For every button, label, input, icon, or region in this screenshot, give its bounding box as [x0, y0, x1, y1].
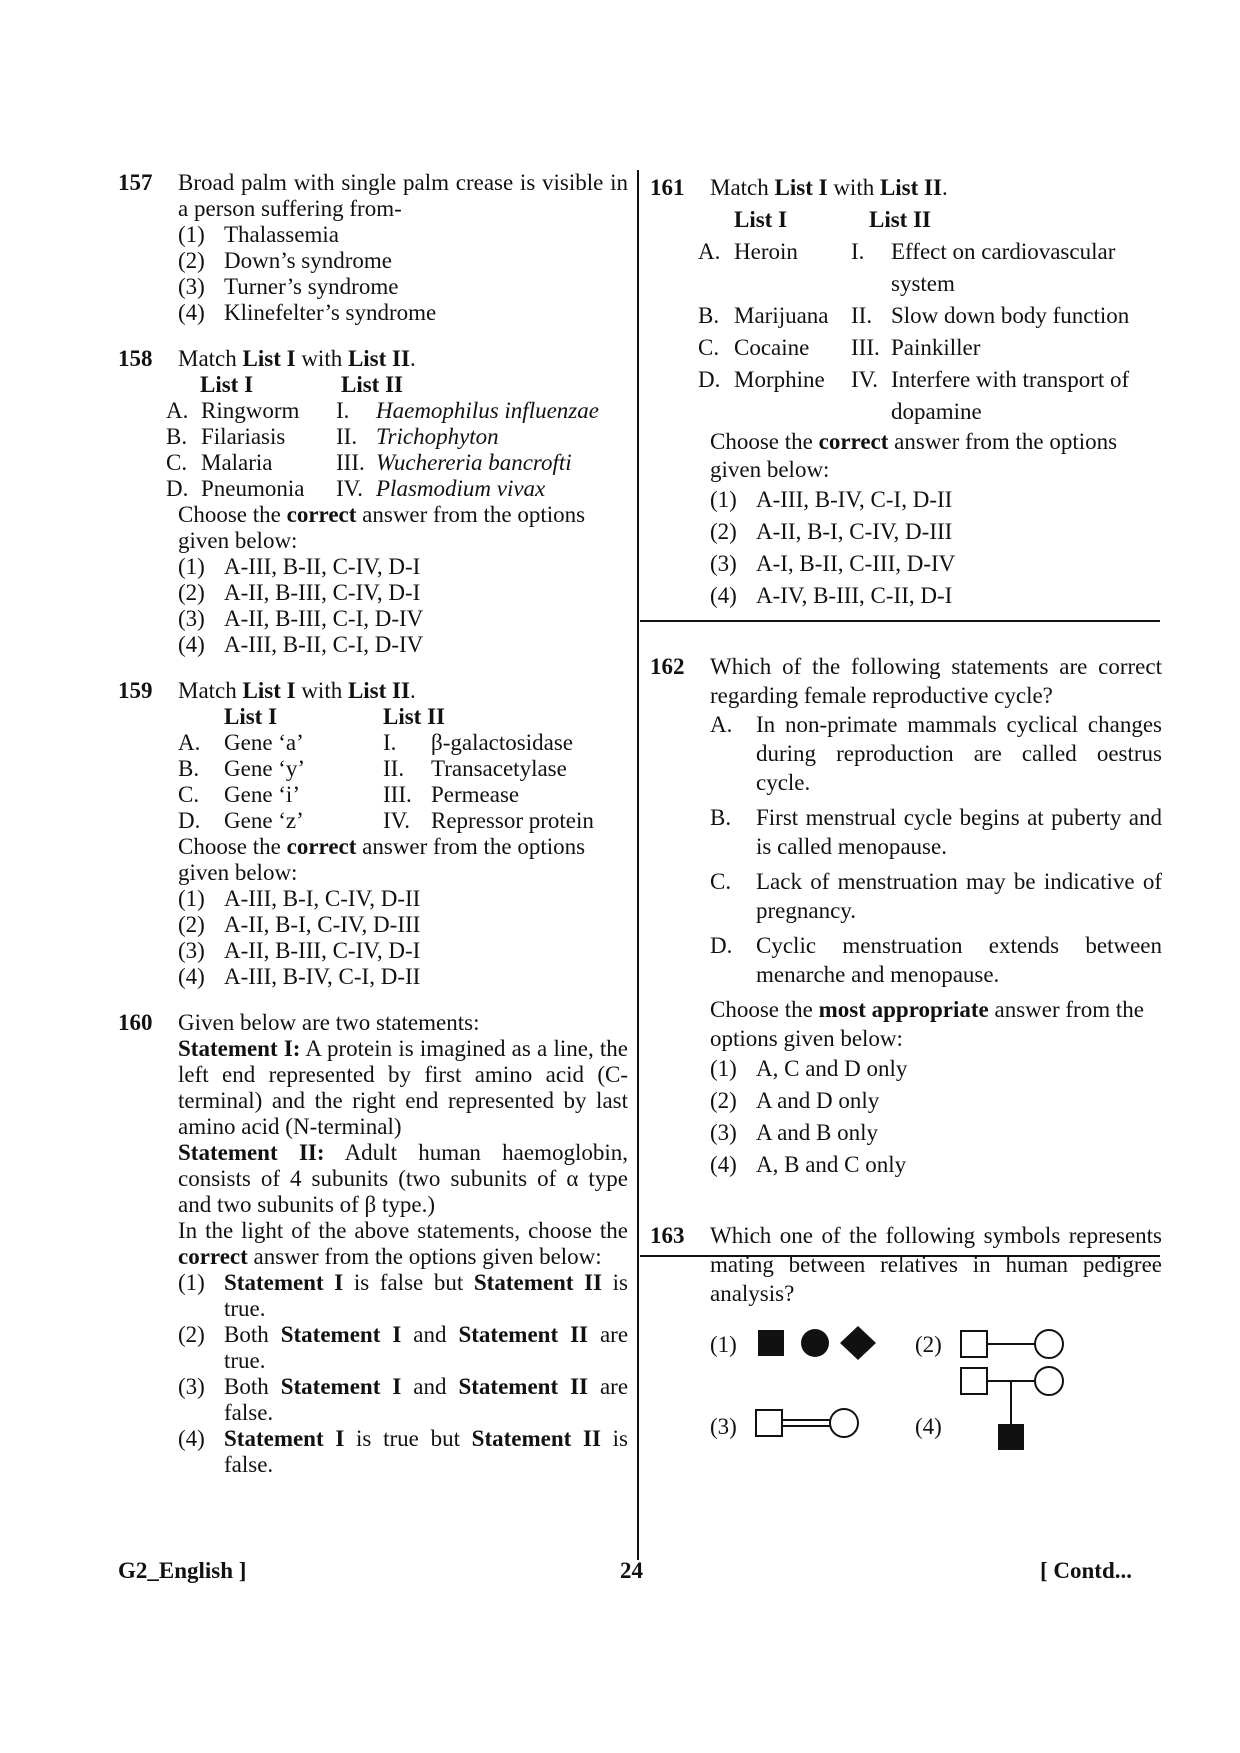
row-match: Haemophilus influenzae	[376, 398, 599, 423]
option-number: (2)	[178, 1322, 205, 1347]
row-letter: C.	[166, 450, 188, 475]
row-match: Slow down body function	[891, 303, 1130, 328]
option-number: (2)	[915, 1332, 942, 1357]
instruction	[710, 428, 1162, 484]
statement-text: In non-primate mammals cyclical changes during reproduction are called oestrus cycle.	[756, 712, 1162, 795]
column-divider	[637, 170, 639, 1560]
list-header	[168, 372, 628, 398]
row-match: β-galactosidase	[431, 730, 573, 755]
option	[178, 886, 628, 912]
option-number: (1)	[710, 487, 737, 512]
instruction	[178, 834, 628, 886]
row-item: Ringworm	[201, 398, 300, 423]
match-row	[698, 300, 1162, 332]
row-item: Gene ‘a’	[224, 730, 304, 755]
option-text: A-II, B-III, C-IV, D-I	[224, 580, 421, 605]
option-text: A-II, B-III, C-IV, D-I	[224, 938, 421, 963]
list2-label: List II	[347, 346, 410, 371]
question-text: Which one of the following symbols represents mating between relatives in human pedigree analysis?	[710, 1223, 1162, 1306]
option-text: A-III, B-I, C-IV, D-II	[224, 886, 421, 911]
question-text	[710, 172, 1162, 204]
list2-header: List II	[383, 704, 445, 729]
question-number: 158	[118, 346, 153, 371]
option-text: A and B only	[756, 1120, 879, 1145]
option	[710, 1085, 1162, 1117]
option-text: A-II, B-I, C-IV, D-III	[756, 519, 953, 544]
list1-label: List I	[242, 678, 296, 703]
instruction-text: In the light of the above statements, choose the	[178, 1218, 628, 1243]
match-word: Match	[178, 346, 237, 371]
instruction-emphasis: correct	[286, 834, 357, 859]
option	[710, 516, 1162, 548]
option-number: (3)	[710, 551, 737, 576]
option-text: A-III, B-II, C-I, D-IV	[224, 632, 424, 657]
question-number: 163	[650, 1223, 685, 1248]
option-statement-ref: Statement I	[224, 1426, 345, 1451]
match-table	[698, 236, 1162, 428]
parents-offspring-icon	[955, 1364, 1065, 1464]
option	[178, 912, 628, 938]
option-text: A-III, B-IV, C-I, D-II	[756, 487, 953, 512]
list-header	[698, 204, 1162, 236]
option-statement-ref: Statement II	[473, 1270, 603, 1295]
match-row	[166, 398, 628, 424]
row-numeral: II.	[851, 303, 873, 328]
option-number: (2)	[178, 580, 205, 605]
option-number: (1)	[178, 886, 205, 911]
row-numeral: IV.	[383, 808, 411, 833]
option-number: (2)	[710, 1088, 737, 1113]
row-match: Transacetylase	[431, 756, 567, 781]
option-text: is false but	[353, 1270, 464, 1295]
match-word: Match	[178, 678, 237, 703]
statement-letter: B.	[710, 805, 732, 830]
row-item: Marijuana	[734, 303, 829, 328]
statement-label: Statement II:	[178, 1140, 325, 1165]
row-item: Gene ‘y’	[224, 756, 306, 781]
right-column	[650, 172, 1162, 1462]
list2-header: List II	[869, 207, 931, 232]
match-row	[178, 756, 628, 782]
question-text: Which of the following statements are correct regarding female reproductive cycle?	[710, 654, 1162, 708]
instruction-emphasis: correct	[286, 502, 357, 527]
option	[178, 1322, 628, 1374]
instruction	[178, 502, 628, 554]
instruction-text: Choose the	[710, 997, 813, 1022]
option-number: (3)	[178, 1374, 205, 1399]
list1-header: List I	[224, 704, 278, 729]
question-160	[118, 1010, 628, 1478]
option-number: (3)	[710, 1120, 737, 1145]
row-match: Repressor protein	[431, 808, 594, 833]
list-header	[178, 704, 628, 730]
option-number: (2)	[178, 248, 205, 273]
statement-text: Cyclic menstruation extends between menarche and menopause.	[756, 933, 1162, 987]
option-number: (3)	[178, 274, 205, 299]
option-text: A-III, B-II, C-IV, D-I	[224, 554, 421, 579]
option	[710, 1149, 1162, 1181]
pedigree-symbols-icon	[750, 1322, 880, 1362]
row-numeral: II.	[336, 424, 358, 449]
option-statement-ref: Statement I	[280, 1374, 402, 1399]
option-text: A-I, B-II, C-III, D-IV	[756, 551, 956, 576]
statement-text: A protein is imagined as a line, the left end represented by first amino acid (C-terminal) and the right end represented by last amino acid (N-terminal)	[178, 1036, 629, 1139]
option-number: (4)	[178, 632, 205, 657]
row-letter: B.	[166, 424, 188, 449]
statement-text: First menstrual cycle begins at puberty and is called menopause.	[756, 805, 1162, 859]
row-letter: D.	[178, 808, 201, 833]
row-letter: D.	[166, 476, 189, 501]
option	[178, 632, 628, 658]
page-number: 24	[620, 1558, 643, 1583]
row-match: Interfere with transport of dopamine	[891, 367, 1130, 424]
row-numeral: IV.	[851, 367, 879, 392]
question-number: 161	[650, 175, 685, 200]
instruction-text: answer from the options given below:	[178, 502, 586, 553]
option-number: (4)	[710, 1152, 737, 1177]
instruction-emphasis: correct	[818, 429, 889, 454]
match-row	[178, 808, 628, 834]
option-text: is false.	[224, 1426, 628, 1477]
pedigree-options	[710, 1322, 1162, 1462]
footer-continued: [ Contd...	[1040, 1558, 1133, 1583]
option-number: (1)	[710, 1056, 737, 1081]
option	[710, 1117, 1162, 1149]
match-row	[166, 476, 628, 502]
footer-code: G2_English ]	[118, 1558, 247, 1583]
question-text	[178, 678, 628, 704]
option-text: A-III, B-IV, C-I, D-II	[224, 964, 421, 989]
option-number: (4)	[178, 300, 205, 325]
option-statement-ref: Statement I	[224, 1270, 344, 1295]
row-match: Plasmodium vivax	[376, 476, 546, 501]
option-text: Klinefelter’s syndrome	[224, 300, 437, 325]
match-table	[178, 730, 628, 834]
option-text: and	[413, 1322, 447, 1347]
row-numeral: III.	[383, 782, 412, 807]
option-text: Both	[224, 1322, 269, 1347]
list1-label: List I	[774, 175, 828, 200]
match-row	[698, 236, 1162, 300]
row-item: Cocaine	[734, 335, 810, 360]
option	[178, 938, 628, 964]
option	[178, 274, 628, 300]
match-row	[698, 364, 1162, 428]
row-letter: A.	[698, 239, 721, 264]
instruction	[710, 995, 1162, 1053]
list1-header: List I	[200, 372, 254, 397]
option-number: (1)	[710, 1332, 737, 1357]
row-match: Trichophyton	[376, 424, 499, 449]
question-157	[118, 170, 628, 326]
option-text: Down’s syndrome	[224, 248, 393, 273]
row-letter: A.	[166, 398, 189, 423]
question-number: 162	[650, 654, 685, 679]
list2-header: List II	[341, 372, 403, 397]
statement-letter: D.	[710, 933, 733, 958]
row-letter: C.	[698, 335, 720, 360]
option	[178, 606, 628, 632]
list1-header: List I	[734, 207, 788, 232]
option-text: is true.	[224, 1270, 629, 1321]
statement	[710, 803, 1162, 861]
row-numeral: I.	[336, 398, 350, 423]
instruction-text: answer from the options given below:	[710, 997, 1144, 1051]
match-word: Match	[710, 175, 769, 200]
instruction-text: Choose the	[710, 429, 813, 454]
instruction	[178, 1218, 628, 1270]
row-match: Wuchereria bancrofti	[376, 450, 572, 475]
with-word: with	[301, 346, 343, 371]
question-number: 157	[118, 170, 153, 195]
option-number: (3)	[710, 1414, 737, 1439]
statement-text: Adult human haemoglobin, consists of 4 subunits (two subunits of α type and two subunits of β type.)	[178, 1140, 629, 1217]
question-163	[650, 1221, 1162, 1462]
option-number: (4)	[178, 1426, 205, 1451]
list2-label: List II	[347, 678, 410, 703]
statement-2	[178, 1140, 628, 1218]
statement-1	[178, 1036, 628, 1140]
option	[710, 580, 1162, 612]
period: .	[409, 346, 416, 371]
match-row	[178, 782, 628, 808]
instruction-text: answer from the options given below:	[178, 834, 586, 885]
row-item: Heroin	[734, 239, 798, 264]
option-text: A and D only	[756, 1088, 880, 1113]
row-letter: B.	[698, 303, 720, 328]
option-number: (3)	[178, 938, 205, 963]
question-158	[118, 346, 628, 658]
row-item: Gene ‘z’	[224, 808, 304, 833]
instruction-text: Choose the	[178, 502, 281, 527]
option	[710, 1053, 1162, 1085]
option-text: and	[413, 1374, 447, 1399]
option	[178, 1270, 628, 1322]
option	[178, 580, 628, 606]
row-numeral: III.	[336, 450, 365, 475]
match-row	[166, 450, 628, 476]
question-text: Broad palm with single palm crease is visible in a person suffering from-	[178, 170, 628, 221]
row-numeral: I.	[383, 730, 397, 755]
with-word: with	[833, 175, 875, 200]
statement	[710, 931, 1162, 989]
option-number: (2)	[710, 519, 737, 544]
option-number: (1)	[178, 1270, 205, 1295]
question-intro: Given below are two statements:	[178, 1010, 480, 1035]
option-number: (1)	[178, 554, 205, 579]
option-number: (4)	[915, 1414, 942, 1439]
list1-label: List I	[242, 346, 296, 371]
left-column	[118, 170, 628, 1478]
option	[710, 548, 1162, 580]
option-statement-ref: Statement I	[280, 1322, 402, 1347]
option-statement-ref: Statement II	[471, 1426, 601, 1451]
with-word: with	[301, 678, 343, 703]
question-159	[118, 678, 628, 990]
option-statement-ref: Statement II	[458, 1374, 588, 1399]
statement	[710, 710, 1162, 797]
period: .	[409, 678, 416, 703]
row-item: Filariasis	[201, 424, 286, 449]
question-161	[650, 172, 1162, 612]
instruction-text: answer from the options given below:	[710, 429, 1118, 482]
row-item: Gene ‘i’	[224, 782, 300, 807]
option-text: Turner’s syndrome	[224, 274, 399, 299]
option	[178, 1374, 628, 1426]
row-numeral: IV.	[336, 476, 364, 501]
row-numeral: III.	[851, 335, 880, 360]
statement-text: Lack of menstruation may be indicative of pregnancy.	[756, 869, 1162, 923]
option-number: (2)	[178, 912, 205, 937]
row-item: Morphine	[734, 367, 825, 392]
row-match: Painkiller	[891, 335, 981, 360]
option-number: (4)	[710, 583, 737, 608]
question-number: 160	[118, 1010, 153, 1035]
option-number: (3)	[178, 606, 205, 631]
match-row	[698, 332, 1162, 364]
instruction-text: Choose the	[178, 834, 281, 859]
option-text: are true.	[224, 1322, 629, 1373]
row-item: Malaria	[201, 450, 273, 475]
row-letter: D.	[698, 367, 721, 392]
consanguineous-mating-icon	[750, 1402, 860, 1442]
question-text	[178, 346, 628, 372]
statement	[710, 867, 1162, 925]
option	[178, 554, 628, 580]
row-numeral: I.	[851, 239, 865, 264]
question-162	[650, 652, 1162, 1181]
option-text: are false.	[224, 1374, 629, 1425]
option	[178, 1426, 628, 1478]
statement-letter: A.	[710, 712, 733, 737]
mating-line-icon	[955, 1322, 1065, 1362]
option	[178, 300, 628, 326]
row-match: Permease	[431, 782, 520, 807]
option-text: Both	[224, 1374, 269, 1399]
option	[178, 222, 628, 248]
list2-label: List II	[879, 175, 942, 200]
option-text: A-II, B-I, C-IV, D-III	[224, 912, 421, 937]
option-text: is true but	[356, 1426, 460, 1451]
option	[710, 484, 1162, 516]
option-text: Thalassemia	[224, 222, 339, 247]
option-text: A-II, B-III, C-I, D-IV	[224, 606, 424, 631]
option-text: A, C and D only	[756, 1056, 908, 1081]
row-item: Pneumonia	[201, 476, 305, 501]
option-number: (1)	[178, 222, 205, 247]
row-letter: A.	[178, 730, 201, 755]
option-number: (4)	[178, 964, 205, 989]
option-text: A-IV, B-III, C-II, D-I	[756, 583, 953, 608]
row-letter: B.	[178, 756, 200, 781]
period: .	[941, 175, 948, 200]
instruction-emphasis: correct	[178, 1244, 248, 1269]
row-letter: C.	[178, 782, 200, 807]
instruction-text: answer from the options given below:	[253, 1244, 602, 1269]
row-numeral: II.	[383, 756, 405, 781]
option	[178, 964, 628, 990]
instruction-emphasis: most appropriate	[818, 997, 989, 1022]
option	[178, 248, 628, 274]
option-text: A, B and C only	[756, 1152, 907, 1177]
option-statement-ref: Statement II	[458, 1322, 588, 1347]
statement-label: Statement I:	[178, 1036, 301, 1061]
match-row	[178, 730, 628, 756]
question-number: 159	[118, 678, 153, 703]
statement-letter: C.	[710, 869, 732, 894]
match-table	[166, 398, 628, 502]
match-row	[166, 424, 628, 450]
row-match: Effect on cardiovascular system	[891, 239, 1116, 296]
